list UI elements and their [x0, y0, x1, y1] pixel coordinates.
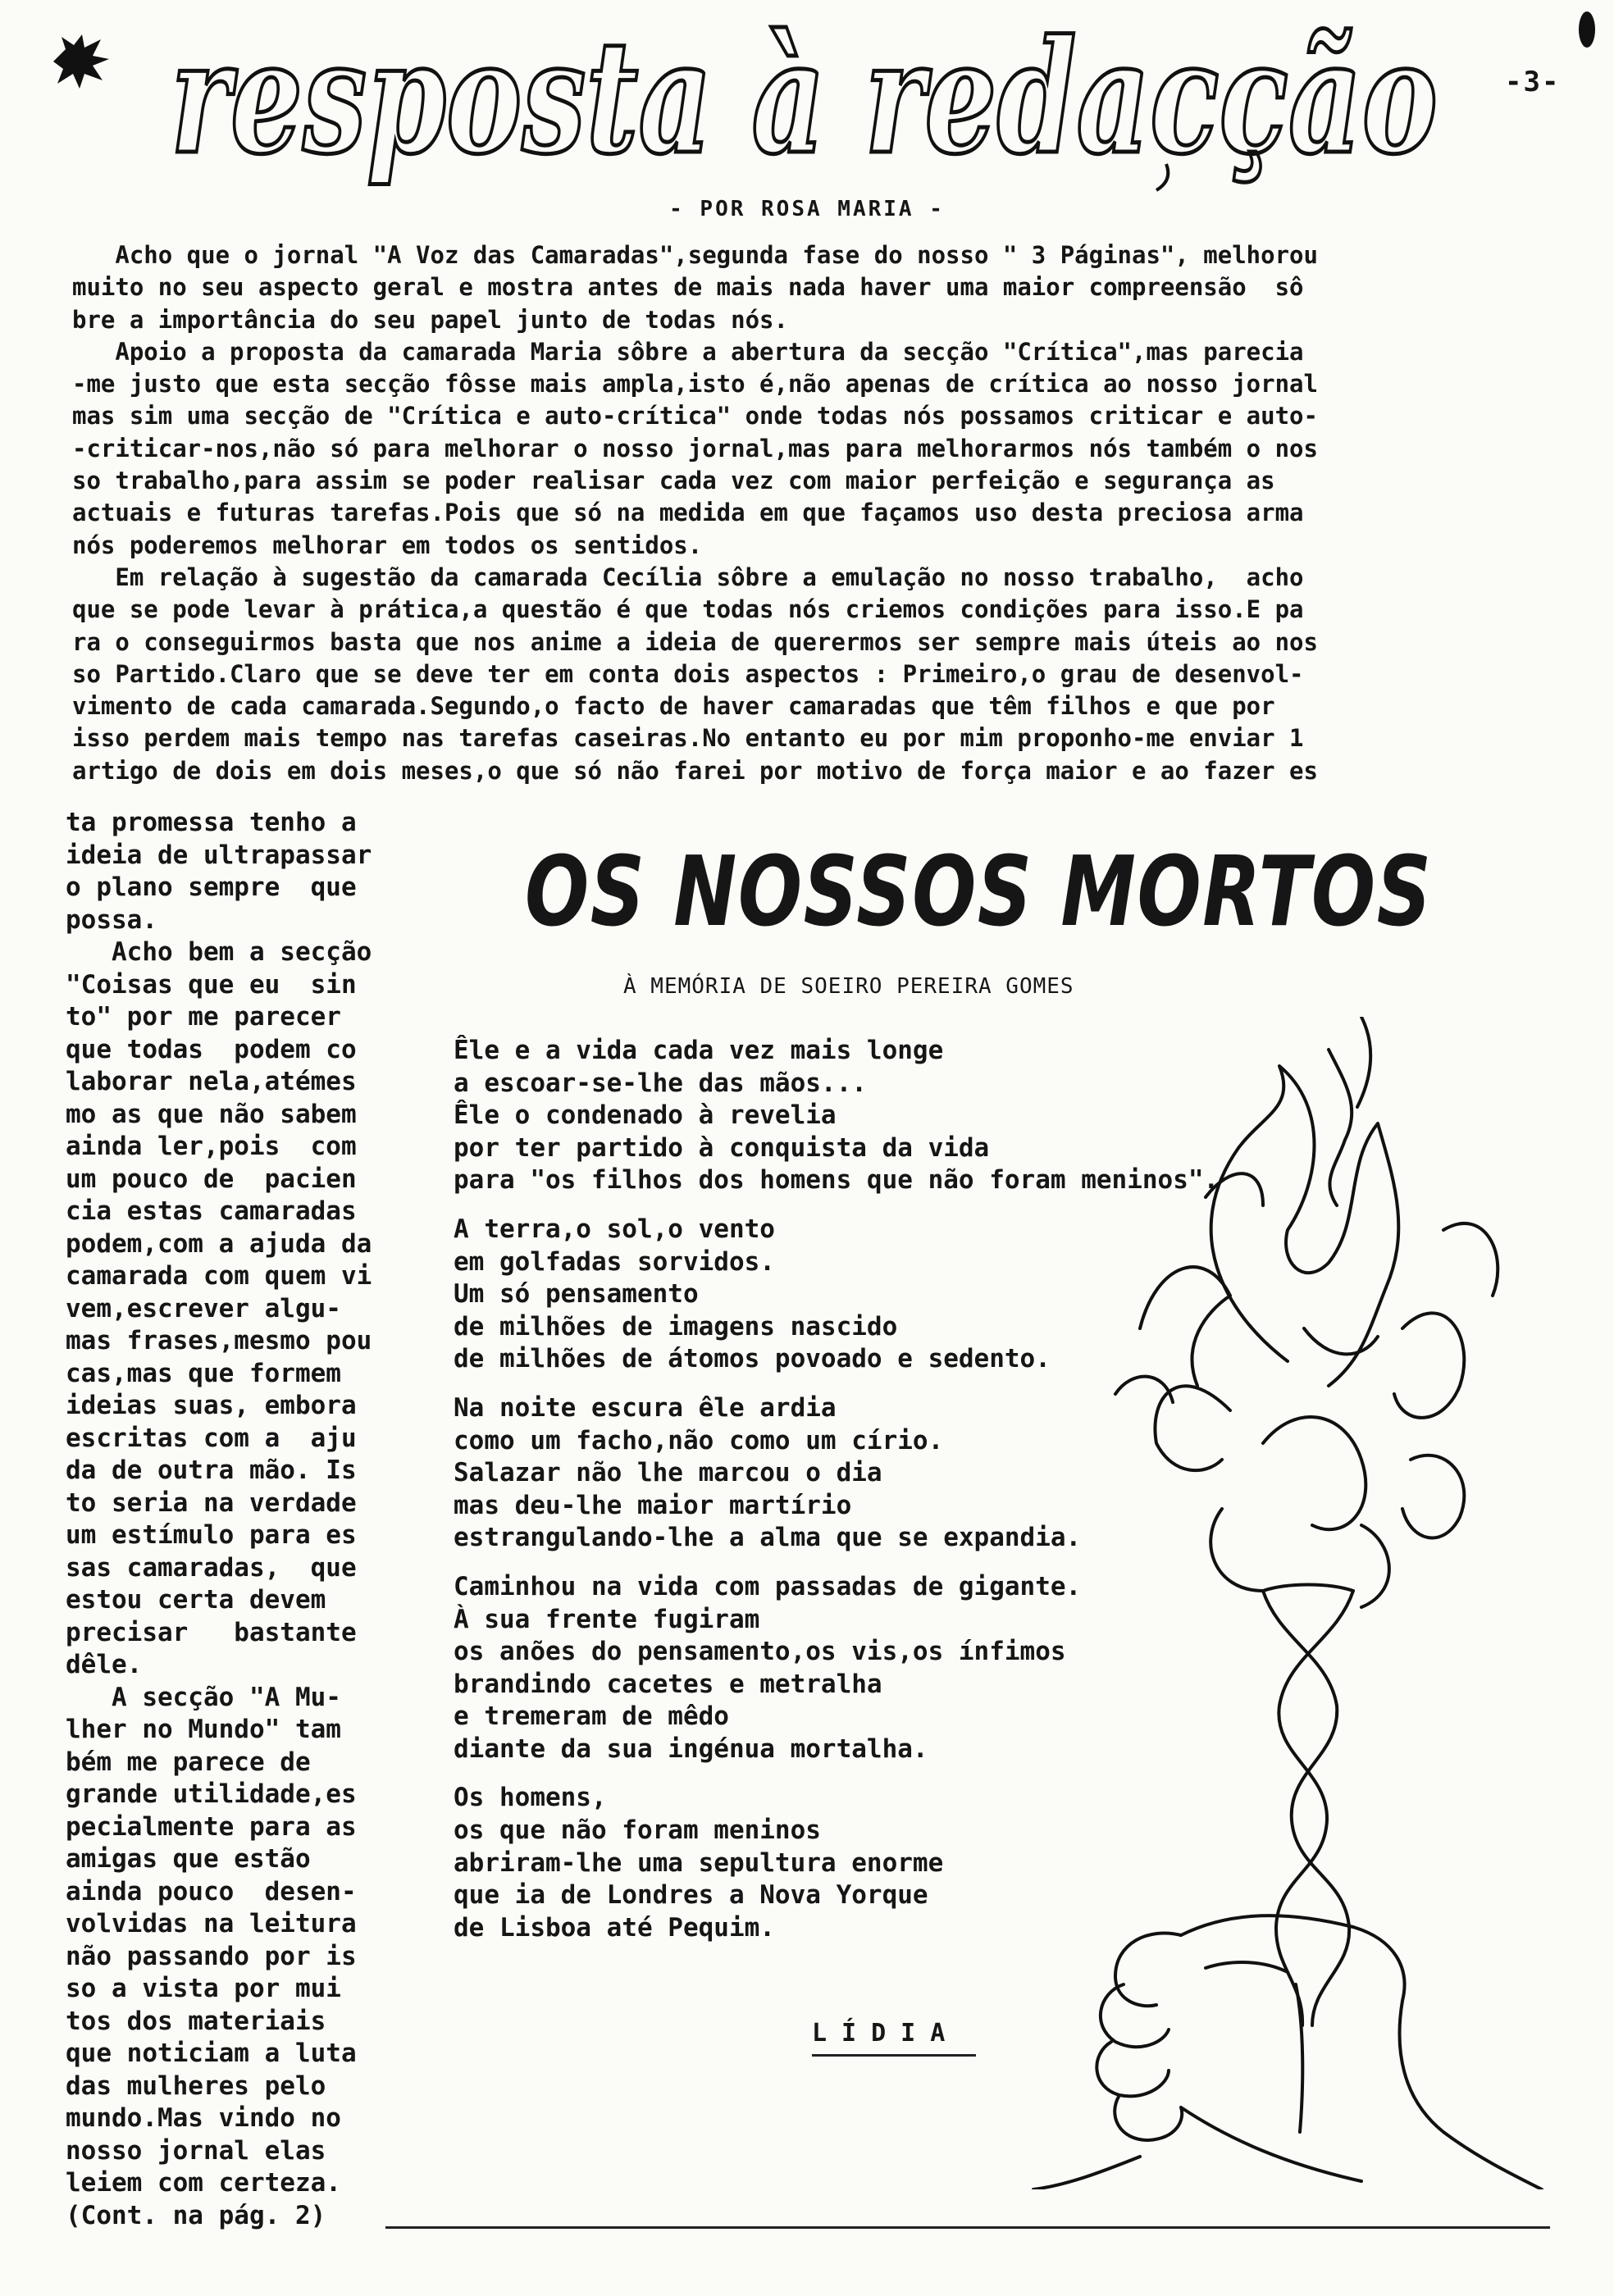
column-line: ideias suas, embora	[66, 1391, 357, 1420]
column-line: volvidas na leitura	[66, 1909, 357, 1938]
column-line: grande utilidade,es	[66, 1779, 357, 1809]
poem-stanza: Os homens, os que não foram meninos abriram-lhe uma sepultura enorme que ia de Londres a Nova Yorque de Lisboa até Pequim.	[454, 1783, 944, 1943]
column-line: Acho bem a secção	[66, 937, 372, 967]
column-line: que todas podem co	[66, 1034, 357, 1064]
column-line: cia estas camaradas	[66, 1196, 357, 1226]
poem-stanza: Na noite escura êle ardia como um facho,não como um círio. Salazar não lhe marcou o dia mas deu-lhe maior martírio estrangulando-lhe a alma que se expandia.	[454, 1392, 1082, 1553]
signature-underline	[812, 2054, 976, 2057]
article-line: nós poderemos melhorar em todos os sentidos.	[72, 531, 703, 559]
article-line: Em relação à sugestão da camarada Cecília sôbre a emulação no nosso trabalho, acho	[72, 563, 1304, 591]
column-line: precisar bastante	[66, 1617, 357, 1647]
column-line: podem,com a ajuda da	[66, 1228, 372, 1259]
bottom-rule	[385, 2226, 1550, 2229]
column-line: que noticiam a luta	[66, 2039, 357, 2068]
column-line: vem,escrever algu-	[66, 1293, 341, 1323]
flame-icon	[1211, 1066, 1399, 1386]
column-line: A secção "A Mu-	[66, 1682, 341, 1712]
article-line: artigo de dois em dois meses,o que só não farei por motivo de força maior e ao fazer es	[72, 756, 1318, 785]
column-line: mas frases,mesmo pou	[66, 1326, 372, 1355]
torch-hand-illustration	[1017, 1017, 1575, 2189]
article-line: -criticar-nos,não só para melhorar o nosso jornal,mas para melhorarmos nós também o nos	[72, 434, 1318, 462]
article-line: actuais e futuras tarefas.Pois que só na medida em que façamos uso desta preciosa arma	[72, 499, 1304, 527]
poem-author: LÍDIA	[812, 2019, 960, 2048]
poem-section-title: OS NOSSOS MORTOS	[525, 835, 1433, 948]
masthead-title-text: resposta à redacção	[171, 16, 1438, 189]
column-line: lher no Mundo" tam	[66, 1715, 341, 1744]
column-line: escritas com a aju	[66, 1423, 357, 1453]
column-line: dêle.	[66, 1650, 143, 1679]
poem-stanza: Caminhou na vida com passadas de gigante. À sua frente fugiram os anões do pensamento,os vis,os ínfimos brandindo cacetes e metralha e tremeram de mêdo diante da sua ingénua mortalha.	[454, 1571, 1082, 1764]
column-line: ideia de ultrapassar	[66, 840, 372, 870]
column-line: o plano sempre que	[66, 872, 357, 902]
column-line: um estímulo para es	[66, 1520, 357, 1550]
byline: - POR ROSA MARIA -	[669, 197, 945, 221]
column-line: não passando por is	[66, 1941, 357, 1971]
article-line: ra o conseguirmos basta que nos anime a ideia de querermos ser sempre mais úteis ao nos	[72, 627, 1318, 656]
article-line: -me justo que esta secção fôsse mais ampla,isto é,não apenas de crítica ao nosso jornal	[72, 370, 1318, 399]
column-line: "Coisas que eu sin	[66, 969, 357, 1000]
article-line: muito no seu aspecto geral e mostra antes de mais nada haver uma maior compreensão sô	[72, 273, 1304, 302]
ink-blot-icon	[1571, 7, 1603, 56]
article-continuation-column	[66, 807, 410, 2232]
article-line: Apoio a proposta da camarada Maria sôbre a abertura da secção "Crítica",mas parecia	[72, 337, 1304, 366]
column-line: das mulheres pelo	[66, 2070, 326, 2101]
hand-icon	[1033, 1916, 1542, 2189]
article-line: bre a importância do seu papel junto de todas nós.	[72, 305, 788, 334]
column-line: bém me parece de	[66, 1747, 311, 1777]
article-line: vimento de cada camarada.Segundo,o facto de haver camaradas que têm filhos e que por	[72, 692, 1275, 721]
article-line: so Partido.Claro que se deve ter em conta dois aspectos : Primeiro,o grau de desenvol-	[72, 659, 1304, 688]
article-line: isso perdem mais tempo nas tarefas caseiras.No entanto eu por mim proponho-me enviar 1	[72, 724, 1304, 753]
poem-dedication: À MEMÓRIA DE SOEIRO PEREIRA GOMES	[623, 974, 1074, 999]
column-line: amigas que estão	[66, 1844, 311, 1874]
column-line: sas camaradas, que	[66, 1552, 357, 1583]
ink-blot-icon	[45, 33, 111, 90]
column-line: mundo.Mas vindo no	[66, 2103, 341, 2133]
page-number: -3-	[1505, 66, 1561, 98]
article-line: so trabalho,para assim se poder realisar cada vez com maior perfeição e segurança as	[72, 467, 1275, 495]
column-line: um pouco de pacien	[66, 1164, 357, 1194]
masthead-title	[164, 16, 1443, 197]
article-line: Acho que o jornal "A Voz das Camaradas",segunda fase do nosso " 3 Páginas", melhorou	[72, 241, 1318, 269]
column-line: da de outra mão. Is	[66, 1456, 357, 1485]
column-line: nosso jornal elas	[66, 2135, 326, 2166]
column-line: pecialmente para as	[66, 1811, 357, 1842]
article-line: que se pode levar à prática,a questão é que todas nós criemos condições para isso.E pa	[72, 595, 1304, 624]
column-line: ainda ler,pois com	[66, 1132, 357, 1161]
poem-stanza: A terra,o sol,o vento em golfadas sorvidos. Um só pensamento de milhões de imagens nascido de milhões de átomos povoado e sedento.	[454, 1214, 1051, 1374]
article-body	[72, 239, 1548, 787]
column-line: estou certa devem	[66, 1585, 326, 1615]
column-line: tos dos materiais	[66, 2006, 326, 2036]
column-line: cas,mas que formem	[66, 1358, 341, 1388]
column-line: (Cont. na pág. 2)	[66, 2200, 326, 2230]
column-line: ta promessa tenho a	[66, 808, 357, 837]
column-line: so a vista por mui	[66, 1974, 341, 2003]
column-line: camarada com quem vi	[66, 1261, 372, 1291]
poem-stanza: Êle e a vida cada vez mais longe a escoar-se-lhe das mãos... Êle o condenado à revelia por ter partido à conquista da vida para "os filhos dos homens que não foram meninos".	[454, 1036, 1220, 1196]
column-line: leiem com certeza.	[66, 2168, 341, 2198]
column-line: ainda pouco desen-	[66, 1876, 357, 1906]
column-line: to seria na verdade	[66, 1487, 357, 1518]
column-line: to" por me parecer	[66, 1002, 341, 1032]
column-line: possa.	[66, 904, 157, 935]
column-line: laborar nela,atémes	[66, 1067, 357, 1096]
article-line: mas sim uma secção de "Crítica e auto-crítica" onde todas nós possamos criticar e auto-	[72, 402, 1318, 430]
column-line: mo as que não sabem	[66, 1099, 357, 1129]
